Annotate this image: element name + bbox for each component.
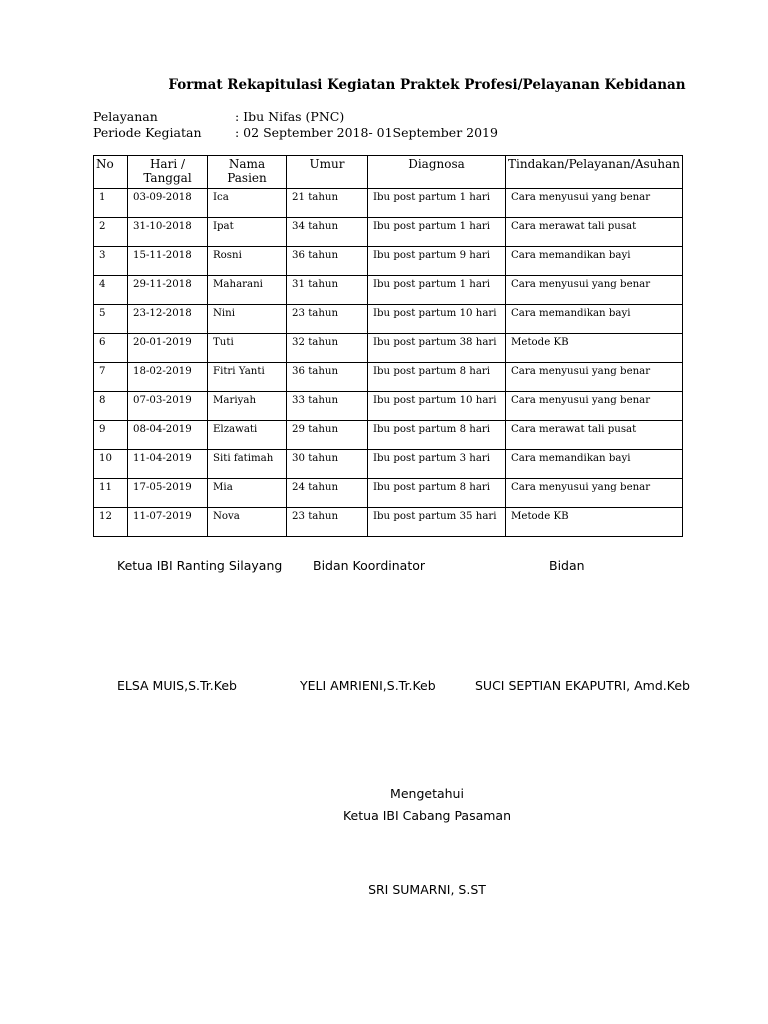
cell-no: 6 xyxy=(94,334,128,363)
table-row xyxy=(94,392,683,421)
cell-no: 8 xyxy=(94,392,128,421)
cell-tindakan: Cara menyusui yang benar xyxy=(506,189,683,218)
cell-nama-pasien: Rosni xyxy=(208,247,287,276)
table-row xyxy=(94,247,683,276)
cell-diagnosa: Ibu post partum 8 hari xyxy=(368,363,506,392)
cell-diagnosa: Ibu post partum 38 hari xyxy=(368,334,506,363)
cell-umur: 32 tahun xyxy=(287,334,368,363)
acknowledge-name: SRI SUMARNI, S.ST xyxy=(368,882,486,897)
cell-no: 2 xyxy=(94,218,128,247)
cell-tindakan: Cara memandikan bayi xyxy=(506,247,683,276)
table-row xyxy=(94,421,683,450)
cell-diagnosa: Ibu post partum 1 hari xyxy=(368,276,506,305)
cell-diagnosa: Ibu post partum 9 hari xyxy=(368,247,506,276)
rekap-table xyxy=(93,155,683,537)
cell-tanggal: 20-01-2019 xyxy=(128,334,208,363)
table-row xyxy=(94,305,683,334)
cell-tanggal: 23-12-2018 xyxy=(128,305,208,334)
cell-tindakan: Metode KB xyxy=(506,334,683,363)
table-row xyxy=(94,189,683,218)
cell-nama-pasien: Maharani xyxy=(208,276,287,305)
cell-nama-pasien: Siti fatimah xyxy=(208,450,287,479)
signature-name-ketua-ranting: ELSA MUIS,S.Tr.Keb xyxy=(117,678,237,693)
acknowledge-title: Ketua IBI Cabang Pasaman xyxy=(342,808,512,823)
cell-nama-pasien: Ipat xyxy=(208,218,287,247)
signature-title-bidan: Bidan xyxy=(549,558,585,573)
header-tindakan: Tindakan/Pelayanan/Asuhan xyxy=(506,156,683,189)
cell-no: 1 xyxy=(94,189,128,218)
cell-umur: 21 tahun xyxy=(287,189,368,218)
cell-diagnosa: Ibu post partum 8 hari xyxy=(368,479,506,508)
cell-tanggal: 07-03-2019 xyxy=(128,392,208,421)
cell-tindakan: Cara menyusui yang benar xyxy=(506,363,683,392)
cell-tanggal: 08-04-2019 xyxy=(128,421,208,450)
cell-tanggal: 17-05-2019 xyxy=(128,479,208,508)
pelayanan-value: : Ibu Nifas (PNC) xyxy=(235,109,345,124)
meta-periode xyxy=(93,125,498,140)
signature-title-ketua-ranting: Ketua IBI Ranting Silayang xyxy=(117,558,283,573)
header-hari-line1: Hari / xyxy=(149,157,186,171)
cell-umur: 30 tahun xyxy=(287,450,368,479)
cell-umur: 34 tahun xyxy=(287,218,368,247)
table-row xyxy=(94,363,683,392)
cell-nama-pasien: Tuti xyxy=(208,334,287,363)
cell-no: 3 xyxy=(94,247,128,276)
cell-tanggal: 18-02-2019 xyxy=(128,363,208,392)
cell-umur: 23 tahun xyxy=(287,305,368,334)
cell-umur: 33 tahun xyxy=(287,392,368,421)
header-nama-line2: Pasien xyxy=(227,171,267,185)
header-diagnosa: Diagnosa xyxy=(368,156,506,189)
header-nama-line1: Nama xyxy=(228,157,266,171)
cell-diagnosa: Ibu post partum 10 hari xyxy=(368,392,506,421)
cell-tindakan: Cara menyusui yang benar xyxy=(506,276,683,305)
cell-diagnosa: Ibu post partum 1 hari xyxy=(368,218,506,247)
acknowledge-label: Mengetahui xyxy=(390,786,464,801)
cell-nama-pasien: Nini xyxy=(208,305,287,334)
cell-umur: 31 tahun xyxy=(287,276,368,305)
cell-diagnosa: Ibu post partum 35 hari xyxy=(368,508,506,537)
cell-nama-pasien: Elzawati xyxy=(208,421,287,450)
cell-umur: 36 tahun xyxy=(287,247,368,276)
cell-tindakan: Cara menyusui yang benar xyxy=(506,479,683,508)
cell-no: 7 xyxy=(94,363,128,392)
cell-tanggal: 15-11-2018 xyxy=(128,247,208,276)
cell-tindakan: Metode KB xyxy=(506,508,683,537)
cell-diagnosa: Ibu post partum 3 hari xyxy=(368,450,506,479)
cell-tindakan: Cara memandikan bayi xyxy=(506,450,683,479)
document-title: Format Rekapitulasi Kegiatan Praktek Profesi/Pelayanan Kebidanan xyxy=(168,77,686,93)
header-hari-line2: Tanggal xyxy=(143,171,192,185)
cell-tanggal: 11-07-2019 xyxy=(128,508,208,537)
header-hari-tanggal xyxy=(128,156,208,189)
cell-umur: 36 tahun xyxy=(287,363,368,392)
cell-diagnosa: Ibu post partum 10 hari xyxy=(368,305,506,334)
cell-no: 4 xyxy=(94,276,128,305)
cell-tindakan: Cara merawat tali pusat xyxy=(506,421,683,450)
cell-no: 5 xyxy=(94,305,128,334)
meta-pelayanan xyxy=(93,109,344,124)
header-umur: Umur xyxy=(287,156,368,189)
signature-name-bidan-koordinator: YELI AMRIENI,S.Tr.Keb xyxy=(300,678,436,693)
cell-tanggal: 29-11-2018 xyxy=(128,276,208,305)
cell-tindakan: Cara merawat tali pusat xyxy=(506,218,683,247)
table-row xyxy=(94,508,683,537)
cell-umur: 23 tahun xyxy=(287,508,368,537)
table-body xyxy=(94,189,683,537)
cell-umur: 24 tahun xyxy=(287,479,368,508)
signature-name-bidan: SUCI SEPTIAN EKAPUTRI, Amd.Keb xyxy=(475,678,690,693)
cell-diagnosa: Ibu post partum 8 hari xyxy=(368,421,506,450)
cell-nama-pasien: Mia xyxy=(208,479,287,508)
table-row xyxy=(94,334,683,363)
table-row xyxy=(94,218,683,247)
cell-no: 12 xyxy=(94,508,128,537)
signature-title-bidan-koordinator: Bidan Koordinator xyxy=(313,558,426,573)
cell-tanggal: 03-09-2018 xyxy=(128,189,208,218)
table-header-row xyxy=(94,156,683,189)
cell-no: 9 xyxy=(94,421,128,450)
header-no: No xyxy=(94,156,128,189)
cell-nama-pasien: Nova xyxy=(208,508,287,537)
pelayanan-label: Pelayanan xyxy=(93,109,158,124)
cell-tindakan: Cara menyusui yang benar xyxy=(506,392,683,421)
cell-nama-pasien: Fitri Yanti xyxy=(208,363,287,392)
cell-nama-pasien: Mariyah xyxy=(208,392,287,421)
cell-tanggal: 11-04-2019 xyxy=(128,450,208,479)
cell-tindakan: Cara memandikan bayi xyxy=(506,305,683,334)
cell-tanggal: 31-10-2018 xyxy=(128,218,208,247)
header-nama-pasien xyxy=(208,156,287,189)
table-row xyxy=(94,276,683,305)
table-row xyxy=(94,479,683,508)
cell-diagnosa: Ibu post partum 1 hari xyxy=(368,189,506,218)
cell-umur: 29 tahun xyxy=(287,421,368,450)
periode-value: : 02 September 2018- 01September 2019 xyxy=(235,125,498,140)
cell-nama-pasien: Ica xyxy=(208,189,287,218)
cell-no: 10 xyxy=(94,450,128,479)
periode-label: Periode Kegiatan xyxy=(93,125,202,140)
table-row xyxy=(94,450,683,479)
cell-no: 11 xyxy=(94,479,128,508)
